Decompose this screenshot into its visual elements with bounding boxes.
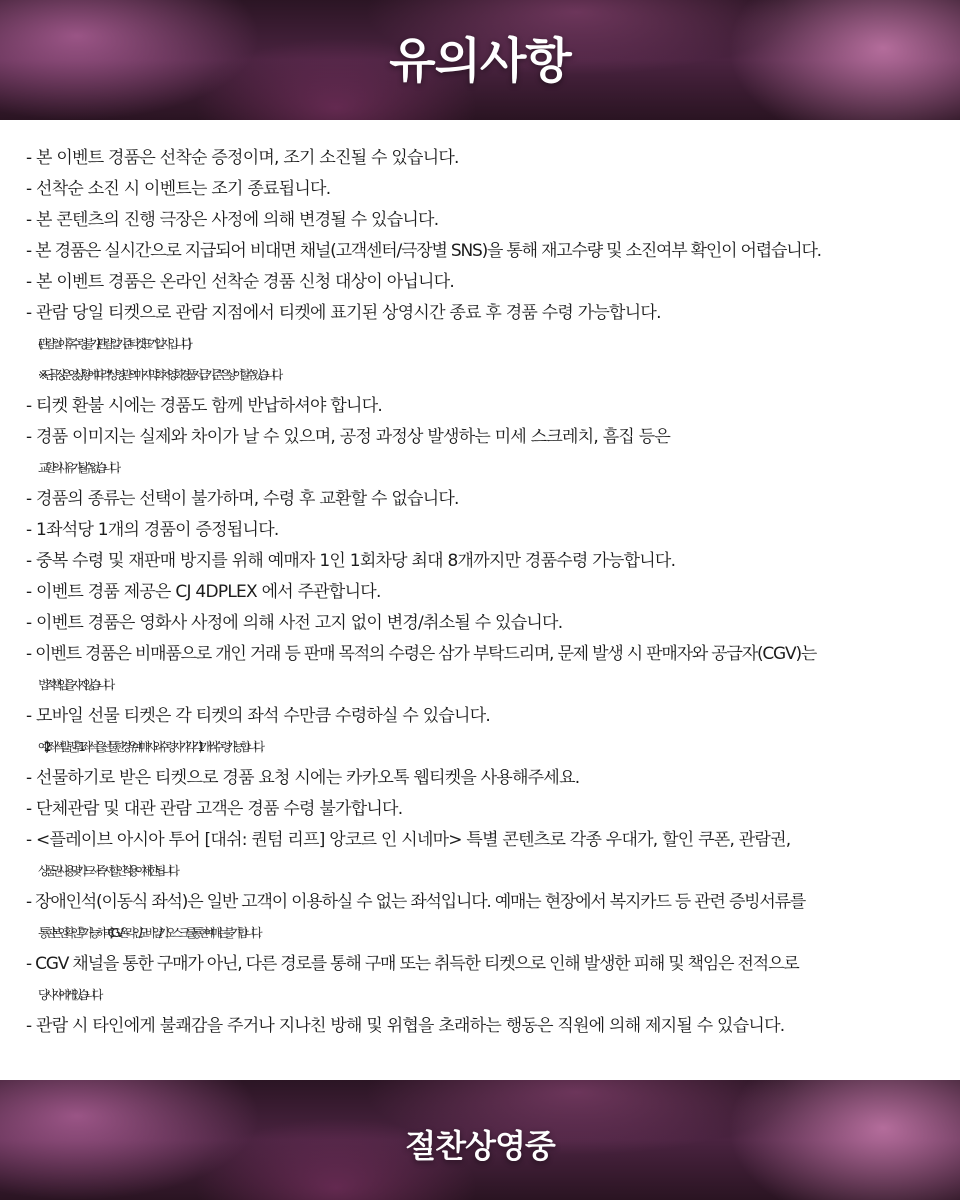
notice-line: - 티켓 환불 시에는 경품도 함께 반납하셔야 합니다. — [26, 396, 383, 416]
notice-line: - 본 콘텐츠의 진행 극장은 사정에 의해 변경될 수 있습니다. — [26, 210, 439, 230]
notice-line: - 단체관람 및 대관 관람 고객은 경품 수령 불가합니다. — [26, 799, 403, 819]
notice-line: - 1좌석당 1개의 경품이 증정됩니다. — [26, 520, 279, 540]
header-banner — [0, 0, 960, 120]
page-title: 유의사항 — [389, 33, 571, 89]
notice-line: - <플레이브 아시아 투어 [대쉬: 퀀텀 리프] 앙코르 인 시네마> 특별 콘텐츠로 각종 우대가, 할인 쿠폰, 관람권, — [26, 830, 791, 850]
footer-title: 절찬상영중 — [405, 1127, 555, 1165]
notice-line: - 선물하기로 받은 티켓으로 경품 요청 시에는 카카오톡 웹티켓을 사용해주세요. — [26, 768, 580, 788]
notice-line: - 관람 시 타인에게 불쾌감을 주거나 지나친 방해 및 위협을 초래하는 행동은 직원에 의해 제지될 수 있습니다. — [26, 1016, 785, 1036]
notice-line-continuation: 당사자에게 있습니다. — [38, 988, 98, 1002]
notice-line: - 본 이벤트 경품은 선착순 증정이며, 조기 소진될 수 있습니다. — [26, 148, 459, 168]
notice-line: - 관람 당일 티켓으로 관람 지점에서 티켓에 표기된 상영시간 종료 후 경품 수령 가능합니다. — [26, 303, 661, 323]
notice-line: - 이벤트 경품은 비매품으로 개인 거래 등 판매 목적의 수령은 삼가 부탁드리며, 문제 발생 시 판매자와 공급자(CGV)는 — [26, 644, 817, 664]
notice-line-continuation: 상품권 사용 및 카드사 즉시 할인 적용이 제한됩니다. — [38, 864, 175, 878]
footer-banner — [0, 1080, 960, 1200]
notice-line-continuation: 예) 2좌석 발권 후 1좌석을 선물한 경우, 예매자와 수령자가 각각 1개씩 수령 가능합니다. — [38, 740, 260, 754]
notice-line-continuation: 교환의 사유가 될 수 없습니다. — [38, 461, 116, 475]
notice-line: - 본 이벤트 경품은 온라인 선착순 경품 신청 대상이 아닙니다. — [26, 272, 455, 292]
notice-line-continuation: 통한 본인 확인 후 가능하며, CGV 온라인/모바일/키오스크를 통한 예매는 불가합니다. — [38, 926, 257, 940]
notice-line: - 경품 이미지는 실제와 차이가 날 수 있으며, 공정 과정상 발생하는 미세 스크레치, 흠집 등은 — [26, 427, 671, 447]
notice-line-continuation: 법적 책임을 지지 않습니다. — [38, 678, 110, 692]
notice-line: - 모바일 선물 티켓은 각 티켓의 좌석 수만큼 수령하실 수 있습니다. — [26, 706, 491, 726]
notice-line: - 본 경품은 실시간으로 지급되어 비대면 채널(고객센터/극장별 SNS)을 통해 재고수량 및 소진여부 확인이 어렵습니다. — [26, 241, 821, 261]
notice-line: - 이벤트 경품은 영화사 사정에 의해 사전 고지 없이 변경/취소될 수 있습니다. — [26, 613, 563, 633]
notice-line-continuation: (관람일 이후 수령 불가/관람일 기준 티켓 표기 일자입니다.) — [38, 337, 188, 351]
notice-line: - 경품의 종류는 선택이 불가하며, 수령 후 교환할 수 없습니다. — [26, 489, 459, 509]
notice-line-continuation: ※단, 극장 운영 상황에 따라 “상영관의 마지막 회차 영화 경품 지급 기준”은 상이할 수 있습니다. — [38, 368, 278, 382]
notice-line: - 중복 수령 및 재판매 방지를 위해 예매자 1인 1회차당 최대 8개까지만 경품수령 가능합니다. — [26, 551, 676, 571]
notice-list — [26, 143, 946, 1042]
notice-line: - 선착순 소진 시 이벤트는 조기 종료됩니다. — [26, 179, 331, 199]
notice-line: - CGV 채널을 통한 구매가 아닌, 다른 경로를 통해 구매 또는 취득한 티켓으로 인해 발생한 피해 및 책임은 전적으로 — [26, 954, 799, 974]
notice-line: - 이벤트 경품 제공은 CJ 4DPLEX 에서 주관합니다. — [26, 582, 381, 602]
notice-line: - 장애인석(이동식 좌석)은 일반 고객이 이용하실 수 없는 좌석입니다. 예매는 현장에서 복지카드 등 관련 증빙서류를 — [26, 892, 806, 912]
